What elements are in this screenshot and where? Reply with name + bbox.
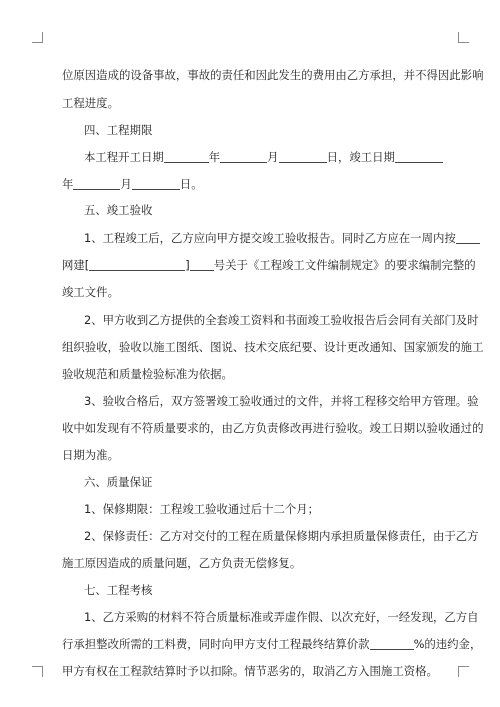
paragraph-line: 2、保修责任：乙方对交付的工程在质量保修期内承担质量保修责任，由于乙方 bbox=[84, 529, 479, 543]
crop-mark-top-left bbox=[32, 32, 43, 43]
start-day-blank[interactable] bbox=[279, 150, 327, 163]
section-heading-acceptance: 五、竣工验收 bbox=[84, 203, 153, 217]
paragraph-line: 工程进度。 bbox=[62, 96, 119, 110]
standard-issuer-blank[interactable] bbox=[456, 231, 480, 244]
regulation-year-blank[interactable] bbox=[89, 258, 185, 271]
paragraph-line: 竣工文件。 bbox=[62, 285, 119, 299]
crop-mark-bottom-left bbox=[32, 666, 43, 677]
paragraph-line: 施工原因造成的质量问题，乙方负责无偿修复。 bbox=[62, 556, 302, 570]
paragraph-line: 1、保修期限：工程竣工验收通过后十二个月； bbox=[84, 502, 320, 516]
completion-day-blank[interactable] bbox=[132, 177, 180, 190]
crop-mark-bottom-right bbox=[458, 666, 469, 677]
paragraph-line: 验收规范和质量检验标准为依据。 bbox=[62, 367, 233, 381]
regulation-number-blank[interactable] bbox=[190, 258, 214, 271]
section-heading-assessment: 七、工程考核 bbox=[84, 583, 153, 597]
paragraph-line: 甲方有权在工程款结算时予以扣除。情节恶劣的，取消乙方入围施工资格。 bbox=[62, 664, 438, 678]
paragraph-line-completion-date bbox=[62, 176, 442, 192]
year-label: 年 bbox=[62, 177, 74, 191]
penalty-percent-blank[interactable] bbox=[370, 637, 414, 650]
month-label: 月 bbox=[267, 150, 279, 164]
completion-year-blank[interactable] bbox=[395, 150, 443, 163]
penalty-suffix: %的违约金， bbox=[413, 637, 482, 651]
paragraph-line bbox=[84, 230, 464, 246]
paragraph-line: 3、验收合格后，双方签署竣工验收通过的文件，并将工程移交给甲方管理。验 bbox=[84, 394, 479, 408]
acceptance-item-1-text: 1、工程竣工后，乙方应向甲方提交竣工验收报告。同时乙方应在一周内按 bbox=[84, 231, 456, 245]
start-month-blank[interactable] bbox=[220, 150, 267, 163]
regulation-prefix: 网建[ bbox=[62, 258, 90, 272]
paragraph-line: 日期为准。 bbox=[62, 448, 119, 462]
penalty-text: 行承担整改所需的工料费，同时向甲方支付工程最终结算价款 bbox=[62, 637, 370, 651]
paragraph-line: 2、甲方收到乙方提供的全套竣工资料和书面竣工验收报告后会同有关部门及时 bbox=[84, 313, 479, 327]
start-year-blank[interactable] bbox=[164, 150, 209, 163]
paragraph-line-start-date bbox=[84, 149, 464, 165]
start-date-label: 本工程开工日期 bbox=[84, 150, 164, 164]
crop-mark-top-right bbox=[458, 32, 469, 43]
year-label: 年 bbox=[208, 150, 221, 164]
paragraph-line: 组织验收，验收以施工图纸、图说、技术交底纪要、设计更改通知、国家颁发的施工 bbox=[62, 340, 484, 354]
paragraph-line: 位原因造成的设备事故，事故的责任和因此发生的费用由乙方承担，并不得因此影响 bbox=[62, 68, 484, 82]
section-heading-schedule: 四、工程期限 bbox=[84, 123, 153, 137]
section-heading-quality: 六、质量保证 bbox=[84, 475, 153, 489]
month-label: 月 bbox=[120, 177, 132, 191]
paragraph-line bbox=[62, 257, 476, 273]
paragraph-line: 1、乙方采购的材料不符合质量标准或弄虚作假、以次充好，一经发现，乙方自 bbox=[84, 610, 479, 624]
day-label: 日。 bbox=[179, 177, 203, 191]
paragraph-line: 收中如发现有不符质量要求的，由乙方负责修改再进行验收。竣工日期以验收通过的 bbox=[62, 421, 484, 435]
regulation-bracket: ] bbox=[185, 258, 190, 272]
regulation-text: 号关于《工程竣工文件编制规定》的要求编制完整的 bbox=[213, 258, 476, 272]
completion-month-blank[interactable] bbox=[73, 177, 120, 190]
completion-date-label: 日，竣工日期 bbox=[326, 150, 395, 164]
paragraph-line bbox=[62, 636, 482, 652]
